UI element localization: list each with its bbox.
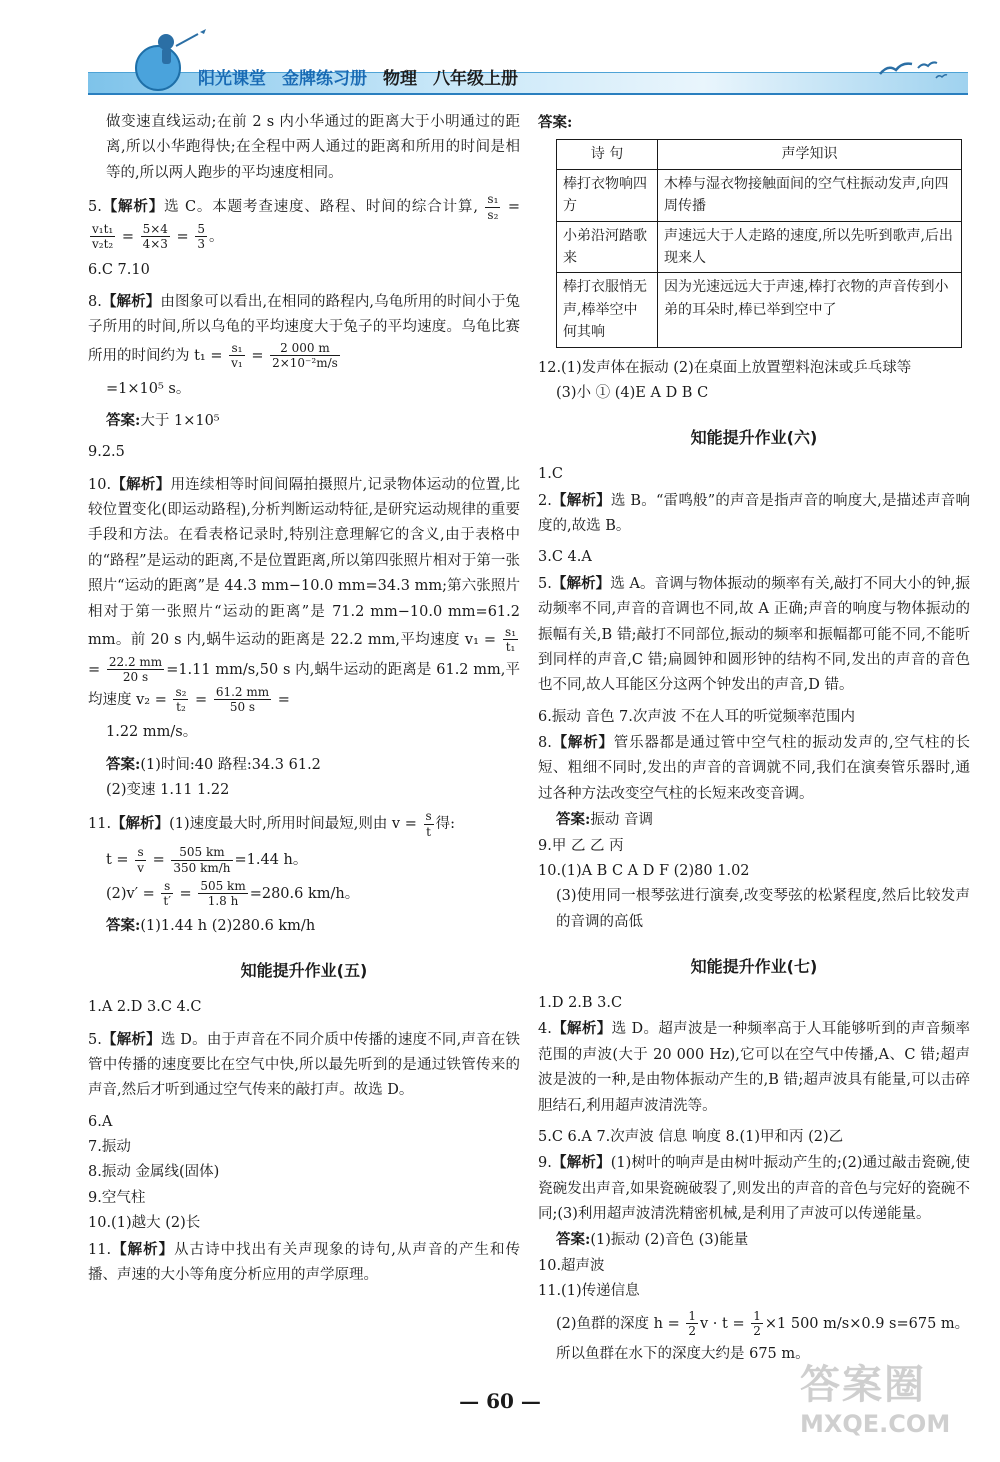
question-text: 选 C。本题考查速度、路程、时间的综合计算, <box>164 199 478 216</box>
answer-line: 1.A 2.D 3.C 4.C <box>88 999 202 1016</box>
answer-line: 6.C 7.10 <box>88 261 150 278</box>
answer-line: 1.D 2.B 3.C <box>538 995 623 1011</box>
answer-line: 5.C 6.A 7.次声波 信息 响度 8.(1)甲和丙 (2)乙 <box>538 1128 844 1145</box>
answer-line: 9.空气柱 <box>88 1189 146 1206</box>
question-2: 2.【解析】选 B。“雷鸣般”的声音是指声音的响度大,是描述声音响度的,故选 B。 <box>538 491 971 534</box>
formula-result: 1.22 mm/s。 <box>106 724 198 741</box>
table-header-row <box>557 140 962 169</box>
answer-label: 答案: <box>538 114 573 131</box>
question-10: 10.【解析】用连续相等时间间隔拍摄照片,记录物体运动的位置,比较位置变化(即运动路程),分析判断运动特征,是研究运动规律的重要手段和方法。在看表格记录时,特别注意理解它的含义,由于表格中的“路程”是运动的距离,不是位置距离,所以第四张照片相对于第一张照片“运动的距离”是 44.3 mm−10.0 mm=34.3 mm;第六张照片相对于第一张照片“运动的距离”是 71.2 mm−10.0 mm=61.2 mm。前 20 s 内,蜗牛运动的距离是 22.2 mm,平均速度 v₁ = $\frac{\text{s₁}}{\text{t₁}}$ = $\frac{22.2 mm}{20 s}$ =1.11 mm/s,50 s 内,蜗牛运动的距离是 61.2 mm,平均速度 v₂ = $\frac{\text{s₂}}{\text{t₂}}$ = $\frac{61.2 mm}{50 s}$ = <box>88 475 521 714</box>
answer-line: 答案:振动 音调 <box>556 811 653 829</box>
question-11: 11.【解析】(1)速度最大时,所用时间最短,则由 v = $\frac{s}{t}$ 得: <box>88 809 456 839</box>
page-header <box>88 28 968 98</box>
section-title: 知能提升作业(六) <box>690 428 818 448</box>
fraction: $\frac{22.2 mm}{20 s}$ <box>108 654 163 685</box>
fraction: $\frac{s}{t}$ <box>425 809 432 839</box>
answer-line: 10.(1)越大 (2)长 <box>88 1215 201 1232</box>
fraction: $\frac{1}{2}$ <box>753 1308 761 1338</box>
series-name: 金牌练习册 <box>282 69 367 89</box>
table-cell: 小弟沿河踏歌来 <box>557 221 658 273</box>
question-5: 5.【解析】选 A。音调与物体振动的频率有关,敲打不同大小的钟,振动频率不同,声音的音调也不同,故 A 正确;声音的响度与物体振动的振幅有关,B 错;敲打不同部位,振动的频率和振幅都可能不同,不能听到同样的声音,C 错;扁圆钟和圆形钟的结构不同,发出的声音的音色也不同,故人耳能区分这两个钟发出的声音,D 错。 <box>538 574 971 694</box>
question-8: 8.【解析】由图象可以看出,在相同的路程内,乌龟所用的时间小于兔子所用的时间,所以乌龟的平均速度大于兔子的平均速度。乌龟比赛所用的时间约为 t₁ = $\frac{\text{s₁}}{\text{v₁}}$ = $\frac{2 000 m}{\text{2×10⁻²m/s}}$ <box>88 293 521 371</box>
answer-line: 9.甲 乙 乙 丙 <box>538 837 624 854</box>
answer-line: 所以鱼群在水下的深度大约是 675 m。 <box>556 1346 810 1363</box>
question-5: 5.【解析】选 D。由于声音在不同介质中传播的速度不同,声音在铁管中传播的速度要比在空气中快,所以最先听到的是通过铁管传来的声音,然后才听到通过空气传来的敲打声。故选 D。 <box>88 1030 520 1099</box>
question-8: 8.【解析】管乐器都是通过管中空气柱的振动发声的,空气柱的长短、粗细不同时,发出的声音的音调就不同,我们在演奏管乐器时,通过各种方法改变空气柱的长短来改变音调。 <box>538 734 970 802</box>
answer-line: 1.C <box>538 466 563 483</box>
answer-line: 9.2.5 <box>88 444 125 461</box>
grade-name: 八年级上册 <box>433 69 518 89</box>
fraction: $\frac{\text{s₂}}{\text{t₂}}$ <box>175 684 187 714</box>
section-title: 知能提升作业(五) <box>240 961 368 981</box>
fraction: $\frac{\text{s₁}}{\text{s₂}}$ <box>487 192 499 222</box>
fraction: $\frac{\text{s₁}}{\text{v₁}}$ <box>231 340 243 371</box>
answer-line: 11.(1)传递信息 <box>538 1283 640 1300</box>
fraction: $\frac{5\times 4}{4\times 3}$ <box>142 221 168 252</box>
fraction: $\frac{505 km}{350 km/h}$ <box>173 845 231 875</box>
right-column <box>538 110 970 1368</box>
table-cell: 棒打衣服悄无声,棒举空中何其响 <box>557 273 658 347</box>
question-9: 9.【解析】(1)树叶的响声是由树叶振动产生的;(2)通过敲击瓷碗,使瓷碗发出声音,如果瓷碗破裂了,则发出的声音的音色与完好的瓷碗不同;(3)利用超声波清洗精密机械,是利用了声波可以传递能量。 <box>538 1154 971 1222</box>
question-number: 5. <box>88 199 102 216</box>
fraction: $\frac{s}{v}$ <box>137 845 144 875</box>
table-cell: 棒打衣物响四方 <box>557 169 658 221</box>
fraction: $\frac{2 000 m}{\text{2×10⁻²m/s}}$ <box>272 340 338 371</box>
answer-line: 3.C 4.A <box>538 549 592 566</box>
fraction: $\frac{61.2 mm}{50 s}$ <box>215 684 270 714</box>
analysis-tag: 【解析】 <box>101 198 165 216</box>
fraction: $\frac{5}{3}$ <box>197 221 205 252</box>
formula-result: =1×10⁵ s。 <box>106 380 191 397</box>
answer-line: 答案:(1)1.44 h (2)280.6 km/h <box>106 916 316 934</box>
page-number: — 60 — <box>459 1389 541 1413</box>
answer-line: 答案:大于 1×10⁵ <box>106 411 220 429</box>
answer-line: 8.振动 金属线(固体) <box>88 1164 220 1181</box>
fraction: $\frac{\text{v₁t₁}}{\text{v₂t₂}}$ <box>92 221 114 252</box>
table-cell: 木棒与湿衣物接触面间的空气柱振动发声,向四周传播 <box>658 169 962 221</box>
answer-line: 6.振动 音色 7.次声波 不在人耳的听觉频率范围内 <box>538 708 855 725</box>
answer-line: 10.(1)A B C A D F (2)80 1.02 <box>538 862 750 879</box>
table-header: 声学知识 <box>658 140 962 169</box>
question-4: 4.【解析】选 D。超声波是一种频率高于人耳能够听到的声音频率范围的声波(大于 20 000 Hz),它可以在空气中传播,A、C 错;超声波是波的一种,是由物体振动产生的,B 错;超声波具有能量,可以击碎胆结石,利用超声波清洗等。 <box>538 1020 970 1114</box>
left-column <box>88 110 520 1294</box>
table-header: 诗 句 <box>557 140 658 169</box>
fraction: $\frac{s}{t'}$ <box>163 879 171 909</box>
answer-line: 答案:(1)时间:40 路程:34.3 61.2 <box>106 755 321 773</box>
formula: (2)v′ = $\frac{s}{t'}$ = $\frac{505 km}{1.8 h}$ =280.6 km/h。 <box>106 879 360 909</box>
table-row <box>557 273 962 347</box>
watermark-url: MXQE.COM <box>800 1410 951 1438</box>
answer-line: (3)使用同一根琴弦进行演奏,改变琴弦的松紧程度,然后比较发声的音调的高低 <box>556 888 970 930</box>
formula: t = $\frac{s}{v}$ = $\frac{505 km}{350 km/h}$ =1.44 h。 <box>106 845 308 875</box>
subject-name: 物理 <box>383 69 417 89</box>
table-row <box>557 221 962 273</box>
watermark-logo <box>800 1360 970 1456</box>
fraction: $\frac{\text{s₁}}{\text{t₁}}$ <box>505 624 516 655</box>
formula: (2)鱼群的深度 h = $\frac{1}{2}$ v · t = $\frac{1}{2}$ ×1 500 m/s×0.9 s=675 m。 <box>556 1308 970 1338</box>
table-cell: 因为光速远远大于声速,棒打衣物的声音传到小弟的耳朵时,棒已举到空中了 <box>658 273 962 347</box>
answer-line: 12.(1)发声体在振动 (2)在桌面上放置塑料泡沫或乒乓球等 <box>538 359 912 376</box>
answer-line: 7.振动 <box>88 1139 131 1156</box>
section-title: 知能提升作业(七) <box>690 957 818 976</box>
birds-icon <box>878 54 948 84</box>
answer-line: (3)小 ① (4)E A D B C <box>556 384 709 401</box>
question-11: 11.【解析】从古诗中找出有关声现象的诗句,从声音的产生和传播、声速的大小等角度分析应用的声学原理。 <box>88 1240 520 1283</box>
brand-name: 阳光课堂 <box>198 69 266 89</box>
poem-acoustics-table <box>556 139 962 347</box>
answer-line: 答案:(1)振动 (2)音色 (3)能量 <box>556 1231 749 1249</box>
answer-line: 10.超声波 <box>538 1257 605 1274</box>
table-cell: 声速远大于人走路的速度,所以先听到歌声,后出现来人 <box>658 221 962 273</box>
paragraph: 做变速直线运动;在前 2 s 内小华通过的距离大于小明通过的距离,所以小华跑得快;在全程中两人通过的距离和所用的时间是相等的,所以两人跑步的平均速度相同。 <box>106 114 520 181</box>
answer-line: 6.A <box>88 1113 113 1130</box>
fraction: $\frac{1}{2}$ <box>688 1308 696 1338</box>
header-title <box>198 66 518 92</box>
fraction: $\frac{505 km}{1.8 h}$ <box>200 879 246 909</box>
answer-line: (2)变速 1.11 1.22 <box>106 782 230 799</box>
table-row <box>557 169 962 221</box>
watermark-text: 答案圈 <box>800 1362 926 1408</box>
question-5: 5.【解析】选 C。本题考查速度、路程、时间的综合计算, $\frac{\text{s₁}}{\text{s₂}}$ = $\frac{\text{v₁t₁}}{\text{v₂t₂}}$ = $\frac{5\times 4}{4\times 3}$ = $\frac{5}{3}$ 。 <box>88 192 521 252</box>
